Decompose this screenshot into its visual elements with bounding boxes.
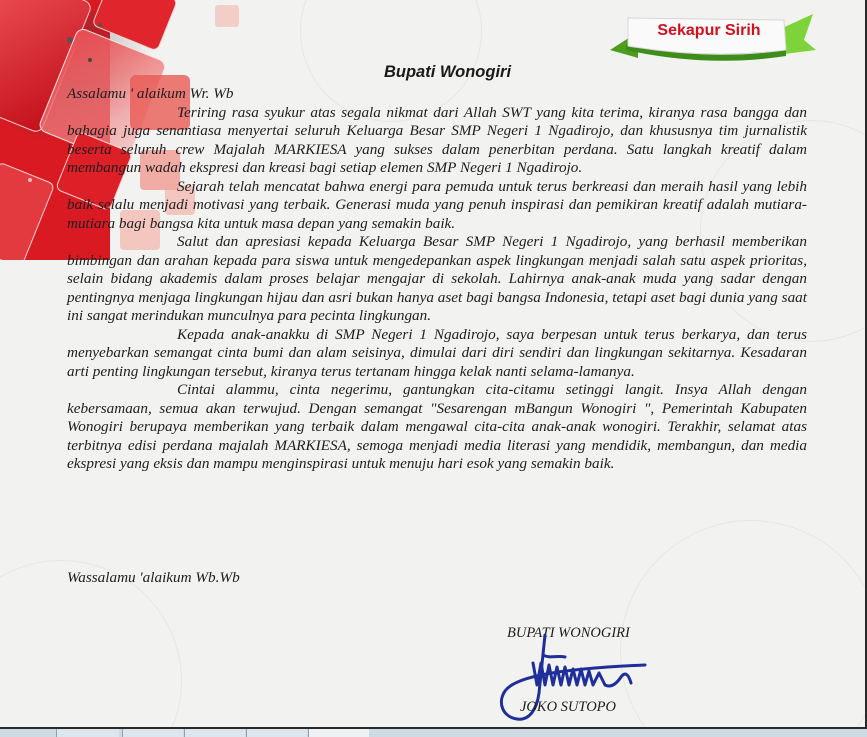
letter-body <box>67 85 807 474</box>
paragraph: Kepada anak-anakku di SMP Negeri 1 Ngadirojo, saya berpesan untuk terus berkarya, dan terus menyebarkan semangat cinta bumi dan alam seisinya, dimulai dari diri sendiri dan lingkungan sekitarnya. Kesadaran arti penting lingkungan tersebut, kiranya terus tertanam hingga kelak nanti selama-lamanya. <box>67 325 807 380</box>
strip-tab <box>122 729 183 737</box>
strip-tab <box>184 729 245 737</box>
page-title-text: Bupati Wonogiri <box>383 63 512 81</box>
section-banner-label: Sekapur Sirih <box>657 22 761 39</box>
paragraph: Cintai alammu, cinta negerimu, gantungkan cita-citamu setinggi langit. Insya Allah dengan kebersamaan, semua akan terwujud. Dengan semangat "Sesarengan mBangun Wonogiri ", Pemerintah Kabupaten Wonogiri berupaya memberikan yang terbaik dalam mengawal cita-cita anak-anak wonogiri. Terakhir, selamat atas terbitnya edisi perdana majalah MARKIESA, semoga menjadi media literasi yang mendidik, membangun, dan media ekspresi yang eksis dan mampu menginspirasi untuk menuju hari esok yang semakin baik. <box>67 381 807 472</box>
greeting: Assalamu ' alaikum Wr. Wb <box>67 85 234 102</box>
strip-tab <box>246 729 307 737</box>
bottom-toolbar-strip <box>0 729 867 737</box>
signatory-name: JOKO SUTOPO <box>520 699 616 715</box>
strip-tab <box>56 729 119 737</box>
strip-tab <box>308 729 369 737</box>
page-title <box>0 63 867 82</box>
paragraph: Teriring rasa syukur atas segala nikmat dari Allah SWT yang kita terima, kiranya rasa bangga dan bahagia juga senantiasa menyertai seluruh Keluarga Besar SMP Negeri 1 Ngadirojo, dan khususnya tim jurnalistik beserta seluruh crew Majalah MARKIESA yang sukses dalam penerbitan perdana. Satu langkah kreatif dalam membangun wadah ekspresi dan kreasi bagi setiap elemen SMP Negeri 1 Ngadirojo. <box>67 103 807 176</box>
signatory-title: BUPATI WONOGIRI <box>507 625 630 641</box>
paragraph: Salut dan apresiasi kepada Keluarga Besar SMP Negeri 1 Ngadirojo, yang berhasil memberikan bimbingan dan arahan kepada para siswa untuk mengedepankan aspek lingkungan menjadi salah satu aspek prioritas, selain bidang akademis dalam proses belajar mengajar di sekolah. Lahirnya anak-anak muda yang sadar dengan pentingnya menjaga lingkungan hijau dan asri bukan hanya aset bagi bangsa Indonesia, tetapi aset bagi dunia yang saat ini sangat merindukan munculnya para pecinta lingkungan. <box>67 233 807 324</box>
background-ornament <box>620 520 867 729</box>
closing-salutation: Wassalamu 'alaikum Wb.Wb <box>67 569 240 586</box>
paragraph: Sejarah telah mencatat bahwa energi para pemuda untuk terus berkreasi dan meraih hasil yang lebih baik selalu menjadi motivasi yang terbaik. Generasi muda yang penuh inspirasi dan pemikiran kreatif adalah mutiara-mutiara bagi bangsa kita untuk masa depan yang semakin baik. <box>67 177 807 232</box>
